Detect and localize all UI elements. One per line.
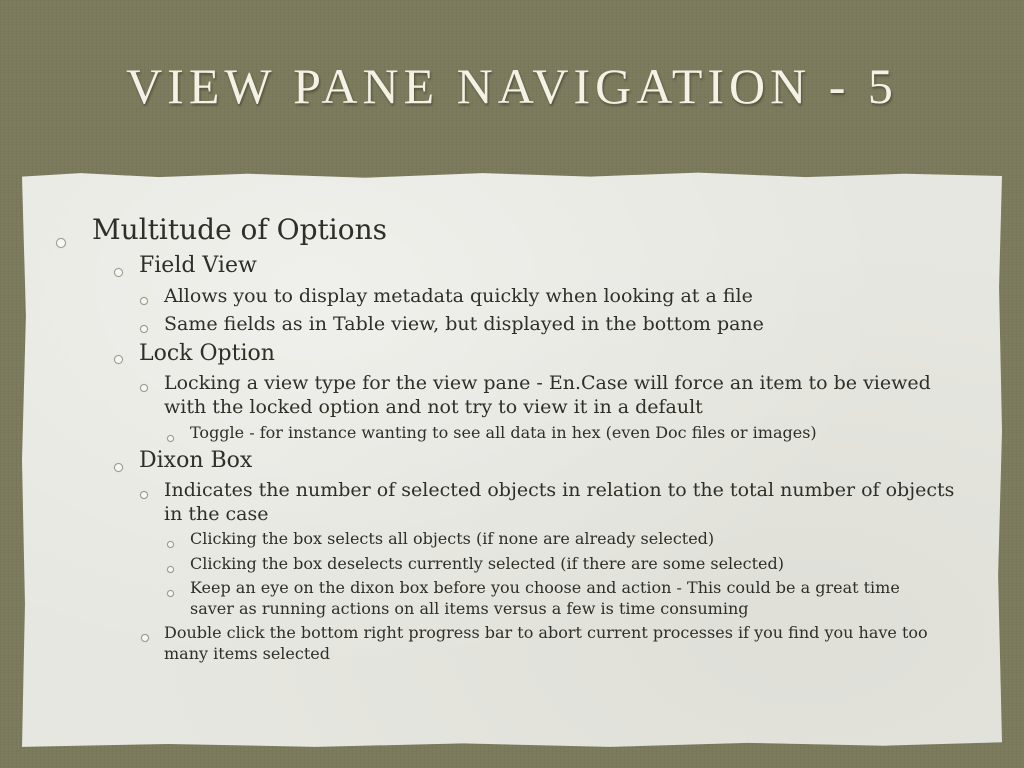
bullet-dixon-box: Dixon Box <box>139 448 253 473</box>
bullet-dot <box>167 566 174 573</box>
bullet-lock-option: Lock Option <box>139 341 275 366</box>
bullet-dixon-keep-eye-line2: saver as running actions on all items versus a few is time consuming <box>190 599 749 618</box>
bullet-dot <box>140 491 148 499</box>
bullet-dot <box>114 268 123 277</box>
bullet-dot <box>56 238 66 248</box>
bullet-dot <box>140 384 148 392</box>
bullet-dot <box>167 590 174 597</box>
bullet-dot <box>114 463 123 472</box>
bullet-dixon-double-click-line1: Double click the bottom right progress bar to abort current processes if you find you have too <box>164 623 928 642</box>
bullet-multitude-of-options: Multitude of Options <box>92 213 388 246</box>
bullet-dot <box>140 297 148 305</box>
bullet-dot <box>141 634 149 642</box>
bullet-lock-toggle: Toggle - for instance wanting to see all data in hex (even Doc files or images) <box>190 423 817 442</box>
bullet-dixon-selects-all: Clicking the box selects all objects (if none are already selected) <box>190 529 715 548</box>
bullet-lock-view-type-line2: with the locked option and not try to view it in a default <box>164 396 703 418</box>
bullet-field-view-same-fields: Same fields as in Table view, but displayed in the bottom pane <box>164 313 764 335</box>
bullet-dixon-keep-eye-line1: Keep an eye on the dixon box before you choose and action - This could be a great time <box>190 578 900 597</box>
bullet-field-view: Field View <box>139 253 257 278</box>
bullet-lock-view-type-line1: Locking a view type for the view pane - En.Case will force an item to be viewed <box>164 372 931 394</box>
slide-title: VIEW PANE NAVIGATION - 5 <box>126 58 898 114</box>
bullet-dixon-double-click-line2: many items selected <box>164 644 330 663</box>
bullet-dixon-indicates-line2: in the case <box>164 503 269 525</box>
bullet-dot <box>140 325 148 333</box>
bullet-dixon-deselects: Clicking the box deselects currently selected (if there are some selected) <box>190 554 784 573</box>
bullet-dixon-indicates-line1: Indicates the number of selected objects in relation to the total number of objects <box>164 479 955 501</box>
bullet-dot <box>167 435 174 442</box>
bullet-dot <box>167 541 174 548</box>
bullet-field-view-metadata: Allows you to display metadata quickly when looking at a file <box>164 285 753 307</box>
bullet-dot <box>114 355 123 364</box>
